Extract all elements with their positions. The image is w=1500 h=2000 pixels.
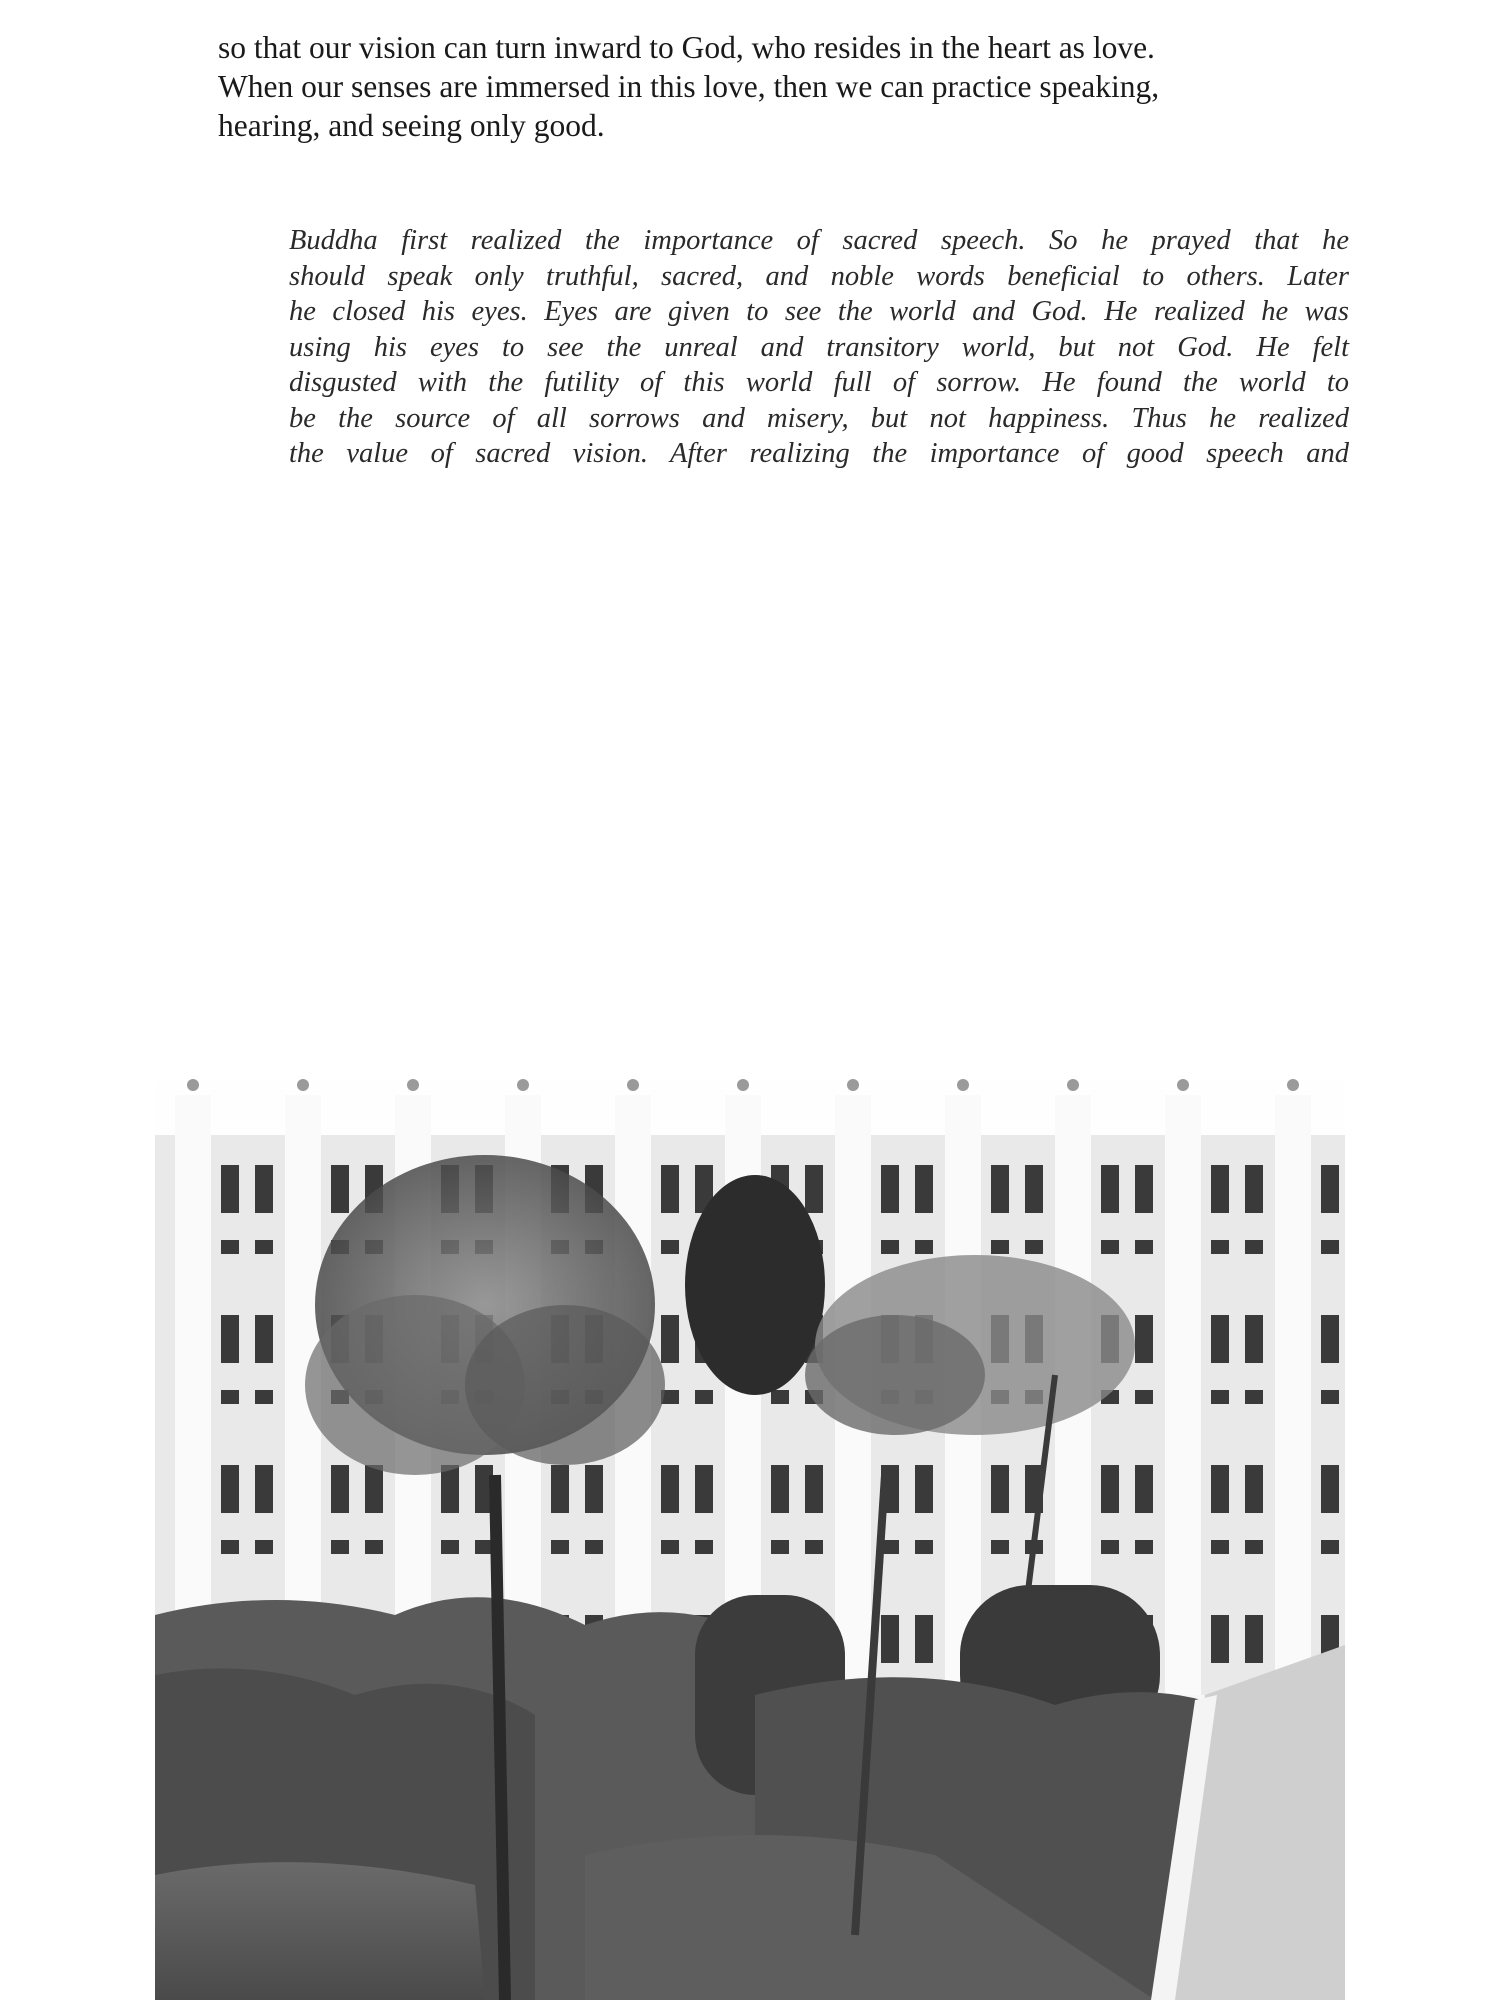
body-line: hearing, and seeing only good. <box>218 108 605 143</box>
building-garden-photo <box>155 1055 1345 2000</box>
quote-line: the value of sacred vision. After realizing the importance of good speech and <box>289 438 1349 469</box>
photo-illustration <box>155 1055 1345 2000</box>
body-line: so that our vision can turn inward to God, who resides in the heart as love. <box>218 30 1155 65</box>
quote-line: he closed his eyes. Eyes are given to see the world and God. He realized he was <box>289 296 1349 327</box>
block-quote <box>289 223 1349 472</box>
body-paragraph <box>218 28 1348 145</box>
body-line: When our senses are immersed in this love, then we can practice speaking, <box>218 69 1160 104</box>
quote-line: Buddha first realized the importance of sacred speech. So he prayed that he <box>289 225 1349 256</box>
quote-line: should speak only truthful, sacred, and noble words beneficial to others. Later <box>289 260 1349 292</box>
quote-line: be the source of all sorrows and misery, but not happiness. Thus he realized <box>289 402 1349 434</box>
quote-line: using his eyes to see the unreal and transitory world, but not God. He felt <box>289 331 1349 363</box>
quote-line: disgusted with the futility of this world full of sorrow. He found the world to <box>289 367 1349 398</box>
